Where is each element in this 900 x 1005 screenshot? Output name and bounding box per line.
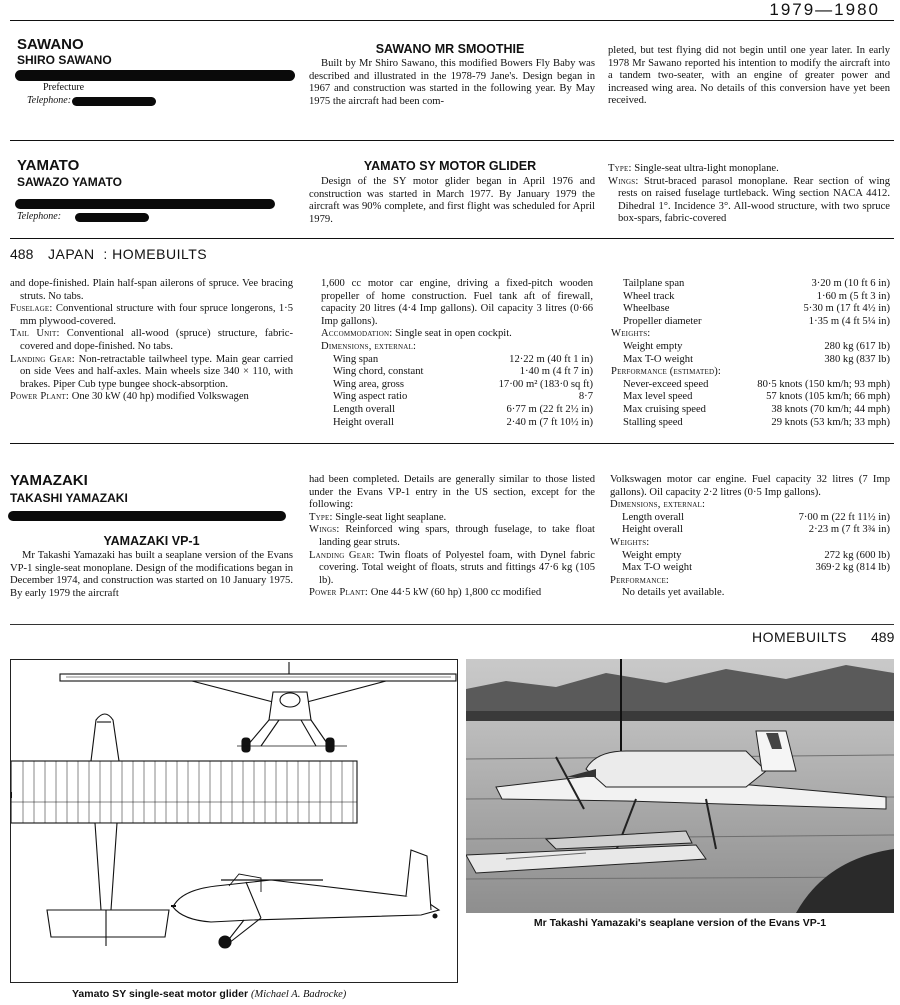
dimension-name: Wing span (333, 353, 379, 365)
dimension-row (611, 278, 890, 291)
redaction-bar (72, 97, 156, 106)
weight-row (611, 341, 890, 354)
spec-paragraph-label: Fuselage: (10, 303, 53, 315)
dimension-name: Height overall (622, 524, 683, 536)
dimension-value: 1·35 m (4 ft 5¼ in) (808, 315, 890, 327)
dimension-row (321, 404, 593, 417)
yamato-body-col2: Design of the SY motor glider began in April 1976 and construction was started in March 1977. By January 1979 the aircraft was 90% complete, and first flight was scheduled for April 1979. (309, 176, 595, 225)
weight-value: 272 kg (600 lb) (824, 549, 890, 561)
dimension-row (321, 417, 593, 430)
weights-heading: Weights: (611, 328, 651, 340)
weights-list (611, 341, 890, 366)
weight-name: Max T-O weight (622, 562, 693, 574)
spec-paragraph-text: Non-retractable tailwheel type. Main gear carried on side Vees and half-axles. Main wheels size 340 × 110, with brakes. Piper Cub type bungee shock-absorption. (20, 353, 293, 390)
yamato-person: SAWAZO YAMATO (17, 175, 122, 189)
side-view (171, 850, 439, 948)
yamato-body-col3 (608, 163, 890, 226)
sawano-telephone-label: Telephone: (27, 95, 72, 106)
yamato-maker: YAMATO (17, 157, 80, 174)
spec-paragraph-text: and dope-finished. Plain half-span ailerons of spruce. Vee bracing struts. No tabs. (10, 278, 293, 302)
yamazaki-person: TAKASHI YAMAZAKI (10, 491, 128, 505)
dimension-name: Length overall (333, 403, 396, 415)
sawano-person: SHIRO SAWANO (17, 53, 112, 67)
dimension-row (611, 291, 890, 304)
weight-value: 369·2 kg (814 lb) (815, 562, 890, 574)
performance-name: Never-exceed speed (623, 378, 709, 390)
sawano-aircraft-title: SAWANO MR SMOOTHIE (375, 42, 525, 56)
weight-value: 280 kg (617 lb) (824, 340, 890, 352)
dimension-value: 2·40 m (7 ft 10½ in) (506, 416, 593, 428)
drawing-caption (72, 988, 346, 1000)
seaplane-photo-art (466, 659, 894, 913)
section-rule (10, 443, 894, 444)
yamazaki-spec-col2 (309, 474, 595, 600)
spec-paragraph (309, 550, 595, 588)
spec-paragraph (10, 391, 293, 404)
spec-paragraph-label: Power Plant: (309, 587, 369, 599)
dimension-value: 7·00 m (22 ft 11½ in) (798, 511, 890, 523)
yamazaki-intro-cont: had been completed. Details are generally similar to those listed under the Evans VP-1 entry in the US section, except for the following: (309, 474, 595, 511)
page-489-number: 489 (871, 629, 895, 645)
spec-paragraph-text: Single-seat light seaplane. (335, 511, 447, 523)
dimension-name: Wheel track (623, 290, 675, 302)
dimension-row (321, 379, 593, 392)
dimensions-heading: Dimensions, external: (321, 340, 417, 352)
performance-row (611, 404, 890, 417)
yamato-powerplant-cont: 1,600 cc motor car engine, driving a fixed-pitch wooden propeller of home construction. Fuel tank aft of firewall, capacity 20 litres (4·4 Imp gallons). Oil capacity 3 litres (0·66 Imp gallons). (321, 278, 593, 327)
sawano-maker: SAWANO (17, 36, 84, 53)
performance-value: 29 knots (53 km/h; 33 mph) (771, 416, 890, 428)
yamazaki-dimensions-heading: Dimensions, external: (610, 499, 706, 511)
spec-paragraph (10, 354, 293, 392)
spec-paragraph-label: Wings: (309, 524, 340, 536)
yamazaki-dimensions-list (610, 512, 890, 537)
dimension-value: 3·20 m (10 ft 6 in) (811, 278, 890, 289)
yamazaki-weights-heading: Weights: (610, 536, 650, 548)
spec-paragraph (309, 587, 595, 600)
yamato-type-text: Single-seat ultra-light monoplane. (634, 163, 779, 174)
drawing-caption-text: Yamato SY single-seat motor glider (72, 988, 249, 1000)
yamato-spec-col3 (611, 278, 890, 429)
front-view (60, 662, 456, 752)
dimension-row (610, 512, 890, 525)
page-488-section: JAPAN : HOMEBUILTS (48, 246, 208, 262)
three-view-drawing (11, 660, 457, 982)
yamato-telephone-label: Telephone: (17, 211, 62, 222)
performance-value: 38 knots (70 km/h; 44 mph) (771, 403, 890, 415)
yamazaki-spec-col3 (610, 474, 890, 600)
redaction-bar (15, 199, 275, 209)
page-488-number: 488 (10, 246, 34, 262)
spec-paragraph (309, 512, 595, 525)
dimension-row (321, 354, 593, 367)
weight-name: Weight empty (622, 549, 682, 561)
section-rule (10, 238, 894, 239)
performance-name: Max level speed (623, 391, 693, 403)
sawano-body-col3: pleted, but test flying did not begin until one year later. In early 1978 Mr Sawano reported his intention to modify the aircraft into a tandem two-seater, with an engine of greater power and increased wing area. No details of this conversion have yet been received. (608, 45, 890, 107)
yamato-aircraft-title: YAMATO SY MOTOR GLIDER (363, 159, 537, 173)
spec-paragraph-label: Landing Gear: (309, 549, 375, 561)
dimension-name: Wheelbase (623, 303, 670, 315)
dimension-row (321, 391, 593, 404)
dimension-name: Wing area, gross (333, 378, 405, 390)
seaplane-photo (466, 659, 894, 913)
yamazaki-body-col1: Mr Takashi Yamazaki has built a seaplane version of the Evans VP-1 single-seat monoplane. Design of the modifications began in December 1974, and construction was started on 10 January 1975. By early 1979 the aircraft (10, 550, 293, 599)
yamato-spec-col2 (321, 278, 593, 429)
performance-list (611, 379, 890, 429)
yamato-wings-label: Wings: (608, 175, 639, 187)
dimension-value: 1·40 m (4 ft 7 in) (519, 366, 593, 378)
spec-paragraph-text: Twin floats of Polyestel foam, with Dynel fabric covering. Total weight of floats, struts and fittings 47·6 kg (105 lb). (319, 549, 596, 586)
yamazaki-weights-list (610, 550, 890, 575)
weight-name: Weight empty (623, 340, 683, 352)
spec-paragraph-text: Conventional all-wood (spruce) structure, fabric-covered and dope-finished. No tabs. (20, 328, 293, 352)
dimension-name: Length overall (622, 511, 685, 523)
spec-paragraph-label: Type: (309, 511, 333, 523)
performance-name: Max cruising speed (623, 403, 706, 415)
yamazaki-spec-paras (309, 512, 595, 600)
spec-paragraph (309, 524, 595, 549)
spec-paragraph-text: Reinforced wing spars, through fuselage, to take float landing gear struts. (319, 524, 596, 548)
sawano-prefecture: Prefecture (43, 82, 85, 93)
dimension-value: 5·30 m (17 ft 4½ in) (803, 303, 890, 315)
section-rule (10, 140, 894, 141)
dimension-value: 12·22 m (40 ft 1 in) (509, 353, 593, 365)
performance-row (611, 391, 890, 404)
yamazaki-powerplant-cont: Volkswagen motor car engine. Fuel capacity 32 litres (7 Imp gallons). Oil capacity 2·2 litres (0·5 Imp gallons). (610, 474, 890, 498)
weight-row (610, 550, 890, 563)
dimension-row (610, 524, 890, 537)
yamazaki-performance-heading: Performance: (610, 574, 670, 586)
yamato-accommodation (321, 328, 593, 341)
dimension-value: 2·23 m (7 ft 3¾ in) (808, 524, 890, 536)
spec-paragraph (10, 328, 293, 353)
spec-paragraph-label: Landing Gear: (10, 353, 75, 365)
redaction-bar (75, 213, 149, 222)
weight-row (611, 354, 890, 367)
dimension-row (321, 366, 593, 379)
page-489-section: HOMEBUILTS (752, 629, 847, 645)
redaction-bar (8, 511, 286, 521)
dimension-name: Wing aspect ratio (333, 391, 408, 403)
yamato-type-para (608, 163, 890, 176)
spec-paragraph-label: Power Plant: (10, 391, 70, 403)
dimension-value: 8·7 (578, 391, 593, 403)
dimension-row (611, 316, 890, 329)
dimension-value: 6·77 m (22 ft 2½ in) (506, 403, 593, 415)
yamato-wings-text: Strut-braced parasol monoplane. Rear section of wing rests on raised fuselage turtleback. Wing section NACA 4412. Dihedral 1°. Incidence 3°. All-wood structure, with two spruce box-spars, fabric-covered (618, 175, 890, 225)
dimension-name: Wing chord, constant (333, 366, 424, 378)
edition-years: 1979—1980 (769, 0, 880, 19)
dimensions-list-cont (611, 278, 890, 328)
sawano-body-col2: Built by Mr Shiro Sawano, this modified Bowers Fly Baby was described and illustrated in the 1978-79 Jane's. Design began in 1967 and construction was started in the following year. By May 1975 the aircraft had been com- (309, 58, 595, 107)
yamazaki-maker: YAMAZAKI (10, 472, 88, 489)
yamato-wings-para (608, 176, 890, 226)
performance-value: 80·5 knots (150 km/h; 93 mph) (757, 378, 890, 390)
dimension-value: 1·60 m (5 ft 3 in) (816, 290, 890, 302)
spec-paragraph-text: Conventional structure with four spruce longerons, 1·5 mm plywood-covered. (20, 303, 294, 327)
page-divider (10, 624, 894, 625)
dimension-row (611, 303, 890, 316)
accommodation-text: Single seat in open cockpit. (395, 328, 512, 340)
spec-paragraph-text: One 30 kW (40 hp) modified Volkswagen (71, 391, 249, 403)
spec-paragraph-text: One 44·5 kW (60 hp) 1,800 cc modified (370, 587, 542, 599)
spec-paragraph (10, 303, 293, 328)
drawing-credit: (Michael A. Badrocke) (250, 989, 347, 1000)
dimension-name: Height overall (333, 416, 394, 428)
spec-paragraph-label: Tail Unit: (10, 328, 60, 340)
performance-row (611, 417, 890, 430)
header-rule (10, 20, 894, 21)
yamato-type-label: Type: (608, 163, 632, 174)
dimension-name: Tailplane span (623, 278, 685, 289)
weight-name: Max T-O weight (623, 353, 694, 365)
performance-heading: Performance (estimated): (611, 366, 722, 378)
weight-row (610, 562, 890, 575)
spec-paragraph (10, 278, 293, 303)
dimensions-list (321, 354, 593, 430)
dimension-value: 17·00 m² (183·0 sq ft) (498, 378, 593, 390)
photo-caption: Mr Takashi Yamazaki's seaplane version of the Evans VP-1 (533, 917, 827, 929)
yamazaki-performance-text: No details yet available. (622, 587, 725, 599)
performance-row (611, 379, 890, 392)
performance-name: Stalling speed (623, 416, 683, 428)
dimension-name: Propeller diameter (623, 315, 702, 327)
redaction-bar (15, 70, 295, 81)
three-view-drawing-frame (10, 659, 458, 983)
weight-value: 380 kg (837 lb) (824, 353, 890, 365)
yamazaki-aircraft-title: YAMAZAKI VP-1 (103, 534, 200, 548)
accommodation-label: Accommodation: (321, 328, 393, 340)
performance-value: 57 knots (105 km/h; 66 mph) (766, 391, 890, 403)
yamato-spec-col1 (10, 278, 293, 404)
